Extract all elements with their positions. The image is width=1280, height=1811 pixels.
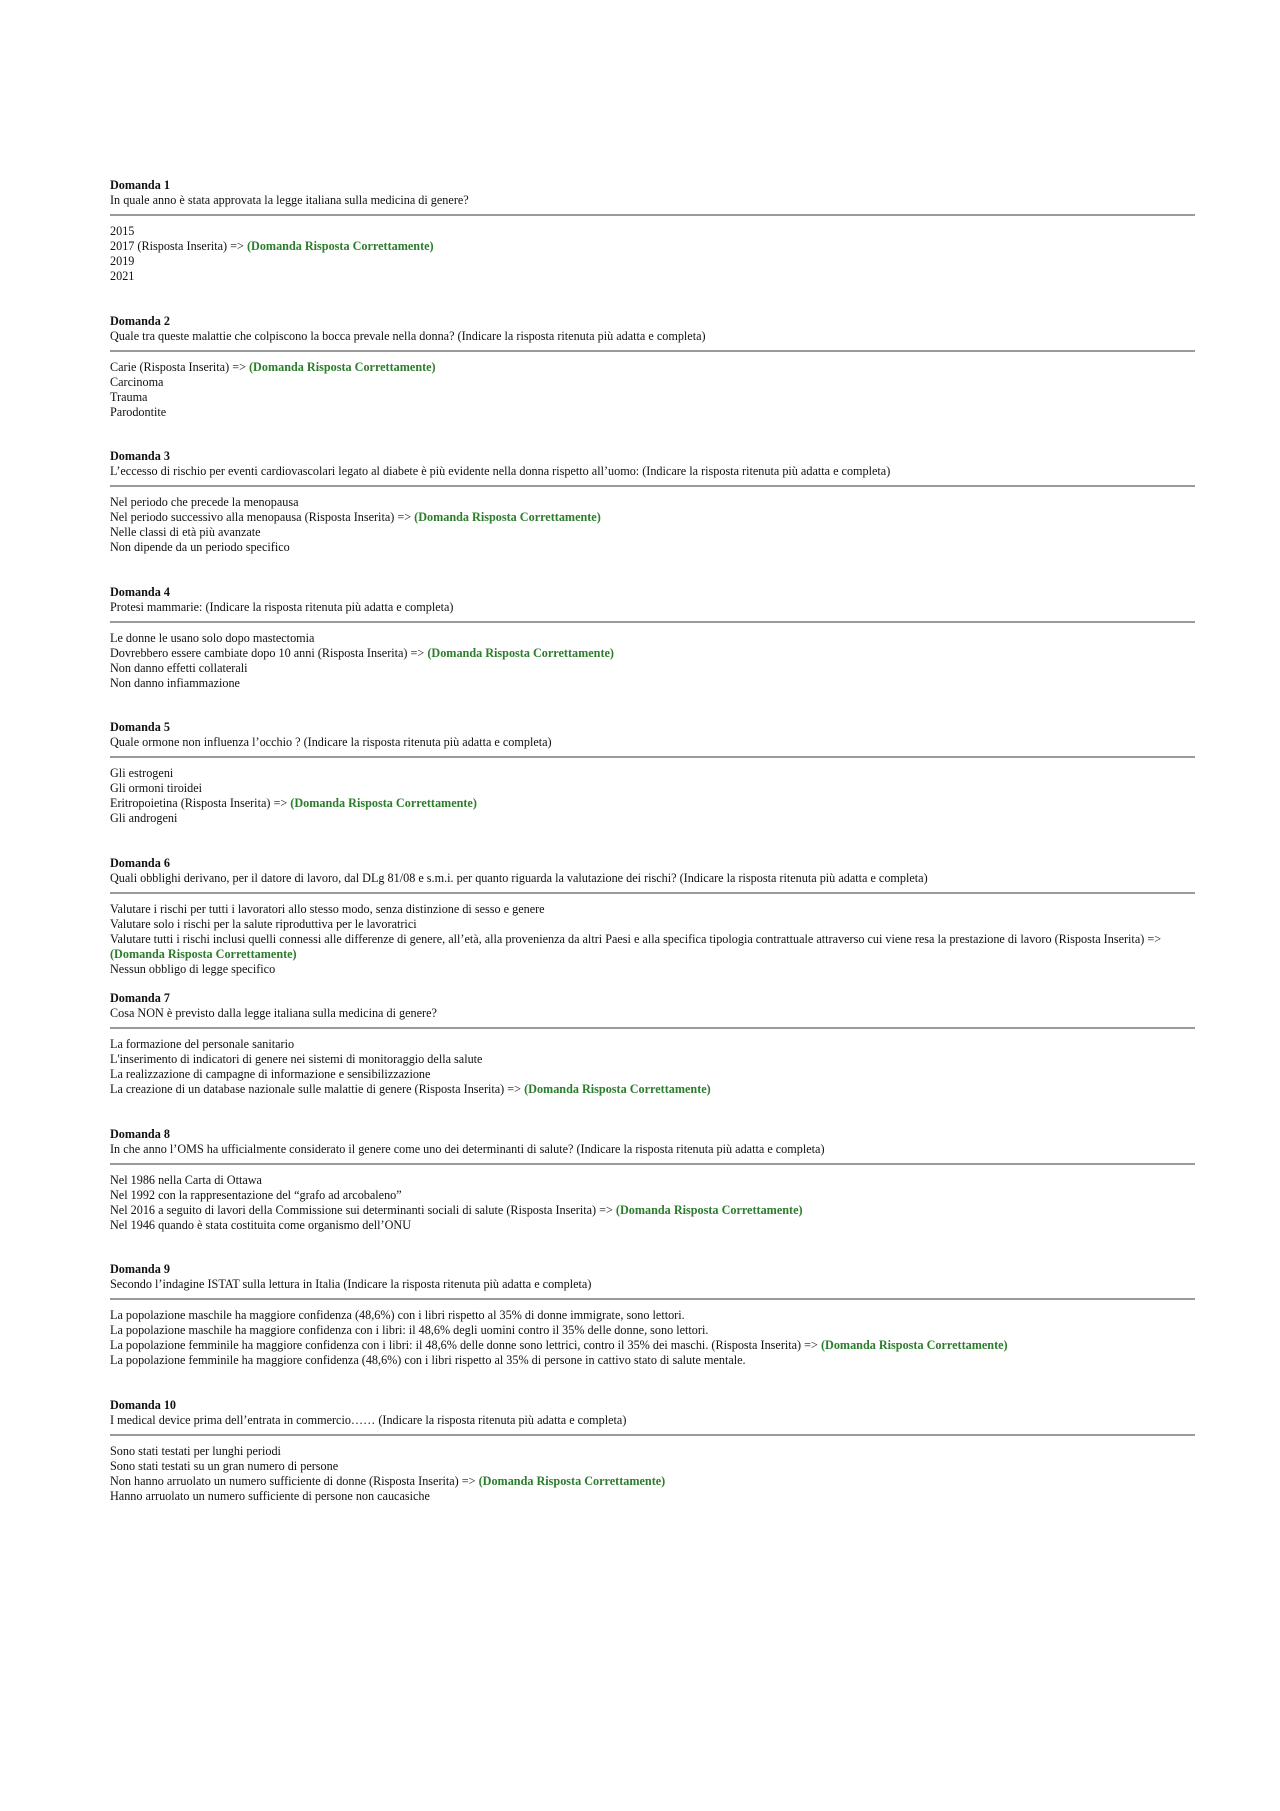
answer-text: Le donne le usano solo dopo mastectomia (110, 630, 315, 645)
answer-text: Nel 1986 nella Carta di Ottawa (110, 1172, 262, 1187)
answer-option (110, 631, 1195, 646)
selected-answer-marker: (Risposta Inserita) => (180, 796, 288, 810)
answer-option (110, 254, 1195, 269)
answer-option (110, 1444, 1195, 1459)
answer-list (110, 495, 1195, 555)
answer-list (110, 902, 1195, 977)
answer-option (110, 781, 1195, 796)
answer-option (110, 902, 1195, 917)
answer-option (110, 1082, 1195, 1097)
question-text: Secondo l’indagine ISTAT sulla lettura in Italia (Indicare la risposta ritenuta più adatta e completa) (110, 1277, 592, 1291)
question-divider (110, 350, 1195, 352)
answer-text: La popolazione femminile ha maggiore confidenza (48,6%) con i libri rispetto al 35% di persone in cattivo stato di salute mentale. (110, 1353, 746, 1367)
correct-answer-label: (Domanda Risposta Correttamente) (820, 1338, 1008, 1352)
question-title: Domanda 10 (110, 1397, 177, 1412)
answer-text: La formazione del personale sanitario (110, 1037, 295, 1051)
correct-answer-label: (Domanda Risposta Correttamente) (249, 359, 436, 374)
answer-list (110, 1037, 1195, 1097)
question-text: Quale ormone non influenza l’occhio ? (Indicare la risposta ritenuta più adatta e completa) (110, 735, 552, 749)
question-divider (110, 214, 1195, 216)
question-text: Quali obblighi derivano, per il datore di lavoro, dal DLg 81/08 e s.m.i. per quanto riguarda la valutazione dei rischi? (Indicare la risposta ritenuta più adatta e completa) (110, 870, 928, 885)
question-text: Quale tra queste malattie che colpiscono la bocca prevale nella donna? (Indicare la risposta ritenuta più adatta e completa) (110, 328, 706, 343)
answer-text: Hanno arruolato un numero sufficiente di persone non caucasiche (110, 1488, 430, 1503)
correct-answer-label: (Domanda Risposta Correttamente) (427, 645, 614, 660)
answer-text: Eritropoietina (110, 796, 178, 810)
answer-text: Nel periodo che precede la menopausa (110, 495, 299, 509)
answer-text: 2017 (110, 239, 135, 253)
answer-text: La realizzazione di campagne di informazione e sensibilizzazione (110, 1067, 431, 1081)
answer-text: Non dipende da un periodo specifico (110, 540, 290, 554)
question-divider (110, 1027, 1195, 1029)
answer-text: La creazione di un database nazionale sulle malattie di genere (110, 1082, 412, 1096)
correct-answer-label: (Domanda Risposta Correttamente) (414, 510, 601, 524)
question-title: Domanda 5 (110, 720, 170, 734)
question-block (110, 720, 1195, 856)
answer-text: La popolazione maschile ha maggiore confidenza (48,6%) con i libri rispetto al 35% di donne immigrate, sono lettori. (110, 1308, 685, 1322)
question-text: Protesi mammarie: (Indicare la risposta ritenuta più adatta e completa) (110, 599, 454, 614)
answer-option (110, 1474, 1195, 1489)
selected-answer-marker: (Risposta Inserita) => (506, 1202, 613, 1217)
answer-option (110, 525, 1195, 540)
answer-list (110, 1308, 1195, 1368)
answer-list (110, 224, 1195, 284)
question-text: In quale anno è stata approvata la legge italiana sulla medicina di genere? (110, 193, 469, 207)
question-divider (110, 1163, 1195, 1165)
answer-list (110, 766, 1195, 826)
answer-text: Carcinoma (110, 374, 164, 389)
question-divider (110, 1434, 1195, 1436)
correct-answer-label: (Domanda Risposta Correttamente) (478, 1473, 666, 1488)
answer-list (110, 1173, 1195, 1233)
answer-text: Non hanno arruolato un numero sufficiente di donne (110, 1473, 366, 1488)
answer-text: Trauma (110, 389, 148, 404)
question-block (110, 1262, 1195, 1398)
question-title: Domanda 1 (110, 178, 170, 192)
question-block (110, 991, 1195, 1127)
question-block (110, 585, 1195, 721)
answer-list (110, 1444, 1195, 1504)
answer-text: 2021 (110, 269, 135, 283)
answer-text: Gli androgeni (110, 811, 178, 825)
selected-answer-marker: (Risposta Inserita) => (1054, 931, 1162, 946)
correct-answer-label: (Domanda Risposta Correttamente) (290, 796, 477, 810)
selected-answer-marker: (Risposta Inserita) => (317, 645, 425, 660)
answer-option (110, 1218, 1195, 1233)
question-block (110, 1127, 1195, 1263)
answer-option (110, 962, 1195, 977)
correct-answer-label: (Domanda Risposta Correttamente) (110, 946, 297, 961)
correct-answer-label: (Domanda Risposta Correttamente) (615, 1202, 803, 1217)
answer-text: Carie (110, 359, 137, 374)
answer-list (110, 631, 1195, 691)
answer-option (110, 224, 1195, 239)
answer-option (110, 269, 1195, 284)
answer-text: 2015 (110, 224, 135, 238)
answer-option (110, 1188, 1195, 1203)
answer-option (110, 1173, 1195, 1188)
selected-answer-marker: (Risposta Inserita) => (139, 359, 246, 374)
question-title: Domanda 3 (110, 449, 170, 463)
answer-text: Nel periodo successivo alla menopausa (110, 510, 302, 524)
question-title: Domanda 2 (110, 313, 170, 328)
answer-text: Nelle classi di età più avanzate (110, 525, 261, 539)
answer-option (110, 1489, 1195, 1504)
answer-option (110, 1203, 1195, 1218)
answer-option (110, 1459, 1195, 1474)
answer-option (110, 661, 1195, 676)
question-block (110, 449, 1195, 585)
selected-answer-marker: (Risposta Inserita) => (369, 1473, 476, 1488)
quiz-results-document (110, 178, 1195, 1533)
answer-option (110, 360, 1195, 375)
question-block (110, 178, 1195, 314)
answer-text: Sono stati testati per lunghi periodi (110, 1443, 281, 1458)
answer-option (110, 1308, 1195, 1323)
question-text: L’eccesso di rischio per eventi cardiovascolari legato al diabete è più evidente nella donna rispetto all’uomo: (Indicare la risposta ritenuta più adatta e completa) (110, 464, 891, 478)
correct-answer-label: (Domanda Risposta Correttamente) (246, 239, 434, 253)
answer-option (110, 676, 1195, 691)
answer-text: L'inserimento di indicatori di genere nei sistemi di monitoraggio della salute (110, 1052, 483, 1066)
answer-option (110, 766, 1195, 781)
answer-text: Valutare tutti i rischi inclusi quelli connessi alle differenze di genere, all’età, alla provenienza da altri Paesi e alla specifica tipologia contrattuale attraverso cui viene resa la prestazione di lavoro (110, 931, 1052, 946)
question-title: Domanda 7 (110, 991, 170, 1005)
question-text: I medical device prima dell’entrata in commercio…… (Indicare la risposta ritenuta più adatta e completa) (110, 1412, 627, 1427)
selected-answer-marker: (Risposta Inserita) => (711, 1338, 818, 1352)
answer-option (110, 495, 1195, 510)
question-divider (110, 485, 1195, 487)
selected-answer-marker: (Risposta Inserita) => (304, 510, 412, 524)
question-title: Domanda 9 (110, 1262, 170, 1276)
question-block (110, 856, 1195, 992)
answer-option (110, 917, 1195, 932)
answer-option (110, 811, 1195, 826)
answer-option (110, 796, 1195, 811)
answer-text: Parodontite (110, 404, 167, 419)
answer-text: Non danno infiammazione (110, 675, 240, 690)
answer-option (110, 1338, 1195, 1353)
answer-text: Non danno effetti collaterali (110, 660, 248, 675)
answer-option (110, 510, 1195, 525)
answer-text: Nessun obbligo di legge specifico (110, 961, 276, 976)
question-title: Domanda 4 (110, 584, 170, 599)
answer-text: Sono stati testati su un gran numero di persone (110, 1458, 339, 1473)
answer-text: Nel 1946 quando è stata costituita come organismo dell’ONU (110, 1217, 412, 1232)
question-block (110, 314, 1195, 450)
answer-option (110, 375, 1195, 390)
answer-option (110, 1037, 1195, 1052)
answer-text: Dovrebbero essere cambiate dopo 10 anni (110, 645, 315, 660)
answer-option (110, 1067, 1195, 1082)
question-divider (110, 892, 1195, 894)
correct-answer-label: (Domanda Risposta Correttamente) (524, 1082, 711, 1096)
answer-text: Nel 2016 a seguito di lavori della Commissione sui determinanti sociali di salute (110, 1202, 504, 1217)
question-divider (110, 621, 1195, 623)
answer-text: La popolazione maschile ha maggiore confidenza con i libri: il 48,6% degli uomini contro il 35% delle donne, sono lettori. (110, 1323, 709, 1337)
answer-option (110, 1353, 1195, 1368)
answer-option (110, 932, 1195, 962)
answer-option (110, 646, 1195, 661)
question-text: In che anno l’OMS ha ufficialmente considerato il genere come uno dei determinanti di salute? (Indicare la risposta ritenuta più adatta e completa) (110, 1141, 825, 1156)
answer-option (110, 405, 1195, 420)
answer-list (110, 360, 1195, 420)
answer-option (110, 1052, 1195, 1067)
question-divider (110, 1298, 1195, 1300)
question-block (110, 1398, 1195, 1534)
answer-text: Valutare solo i rischi per la salute riproduttiva per le lavoratrici (110, 916, 417, 931)
answer-text: Gli ormoni tiroidei (110, 781, 203, 795)
selected-answer-marker: (Risposta Inserita) => (414, 1082, 522, 1096)
answer-text: Valutare i rischi per tutti i lavoratori allo stesso modo, senza distinzione di sesso e genere (110, 901, 545, 916)
question-title: Domanda 6 (110, 855, 170, 870)
answer-text: Gli estrogeni (110, 766, 174, 780)
answer-option (110, 390, 1195, 405)
question-divider (110, 756, 1195, 758)
question-text: Cosa NON è previsto dalla legge italiana sulla medicina di genere? (110, 1006, 437, 1020)
answer-option (110, 540, 1195, 555)
selected-answer-marker: (Risposta Inserita) => (137, 239, 244, 253)
question-title: Domanda 8 (110, 1126, 170, 1141)
answer-text: La popolazione femminile ha maggiore confidenza con i libri: il 48,6% delle donne sono lettrici, contro il 35% dei maschi. (110, 1338, 709, 1352)
answer-text: 2019 (110, 254, 135, 268)
answer-option (110, 1323, 1195, 1338)
answer-text: Nel 1992 con la rappresentazione del “grafo ad arcobaleno” (110, 1187, 402, 1202)
answer-option (110, 239, 1195, 254)
